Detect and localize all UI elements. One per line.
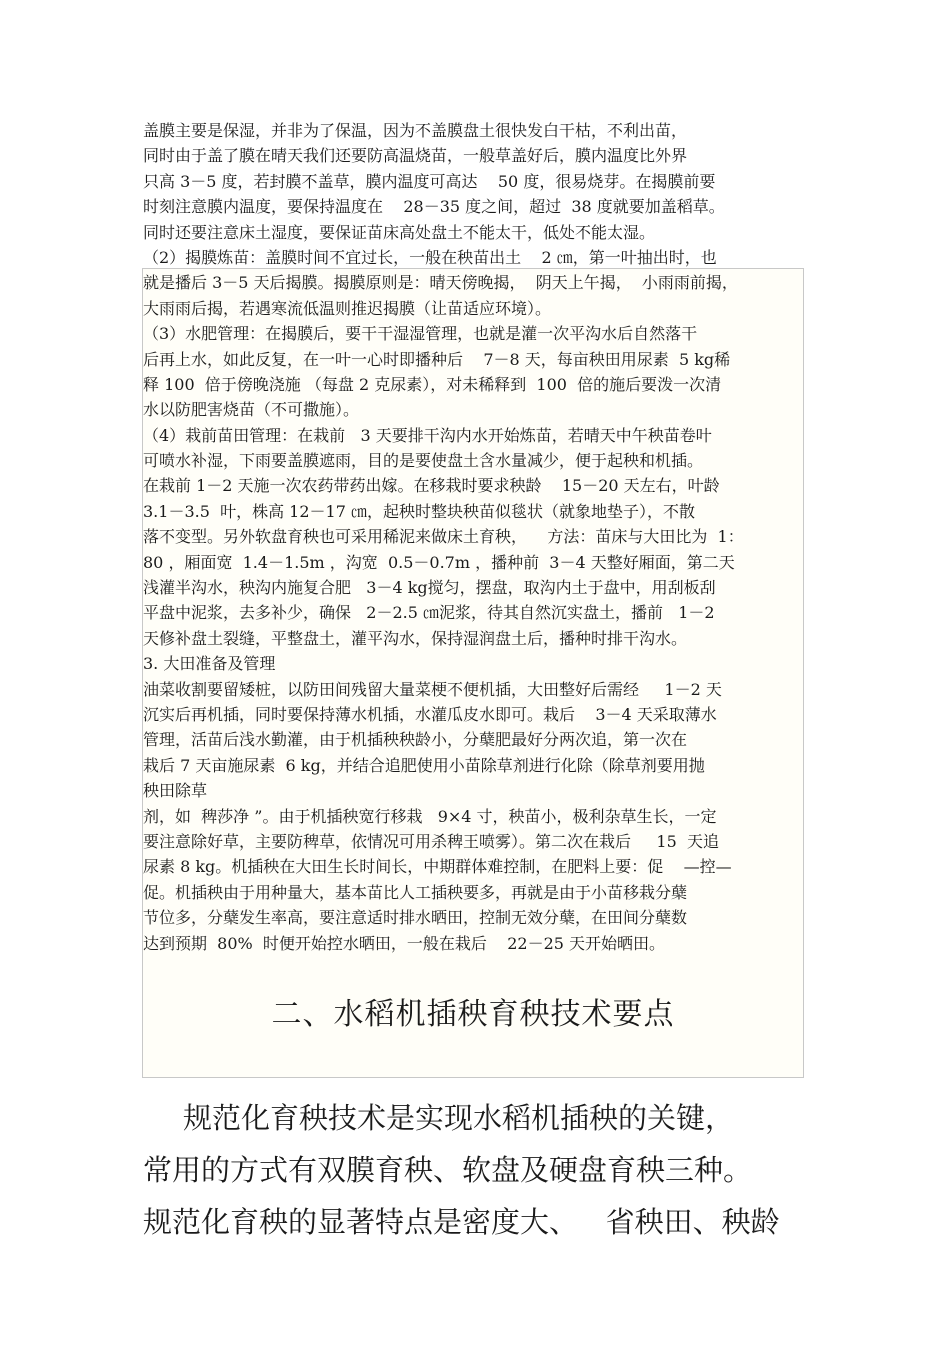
text-line: 释 100 倍于傍晚浇施 （每盘 2 克尿素），对未稀释到 100 倍的施后要泼一次清 <box>143 374 722 394</box>
large-text-line: 常用的方式有双膜育秧、软盘及硬盘育秧三种。 <box>143 1153 753 1187</box>
text-line: 促。机插秧由于用种量大，基本苗比人工插秧要多，再就是由于小苗移栽分蘖 <box>143 882 688 902</box>
text-line: 平盘中泥浆，去多补少，确保 2－2.5 ㎝泥浆，待其自然沉实盘土，播前 1－2 <box>143 603 715 623</box>
text-line: 要注意除好草，主要防稗草，依情况可用杀稗王喷雾）。第二次在栽后 15 天追 <box>143 831 719 851</box>
large-text-line: 规范化育秧技术是实现水稻机插秧的关键， <box>183 1101 735 1135</box>
text-line: 节位多，分蘖发生率高，要注意适时排水晒田，控制无效分蘖，在田间分蘖数 <box>143 908 688 928</box>
text-line: 水以防肥害烧苗（不可撒施）。 <box>143 400 360 420</box>
text-line: （3）水肥管理：在揭膜后，要干干湿湿管理，也就是灌一次平沟水后自然落干 <box>143 324 698 344</box>
text-line: 同时还要注意床土湿度，要保证苗床高处盘土不能太干，低处不能太湿。 <box>143 222 656 242</box>
text-line: 大雨雨后揭，若遇寒流低温则推迟揭膜（让苗适应环境）。 <box>143 298 552 318</box>
text-line: 尿素 8 kg。机插秧在大田生长时间长，中期群体难控制，在肥料上要：促 —控— <box>143 857 732 877</box>
text-line: 栽后 7 天亩施尿素 6 kg，并结合追肥使用小苗除草剂进行化除（除草剂要用抛 <box>143 755 705 775</box>
text-line: （4）栽前苗田管理：在栽前 3 天要排干沟内水开始炼苗，若晴天中午秧苗卷叶 <box>143 425 712 445</box>
section-heading: 二、水稻机插秧育秧技术要点 <box>271 997 675 1032</box>
text-line: 盖膜主要是保湿，并非为了保温，因为不盖膜盘土很快发白干枯，不利出苗， <box>143 121 688 140</box>
text-line: 剂，如 稗莎净 ”。由于机插秧宽行移栽 9×4 寸，秧苗小，极利杂草生长，一定 <box>143 806 717 826</box>
text-line: 落不变型。另外软盘育秧也可采用稀泥来做床土育秧， 方法：苗床与大田比为 1： <box>143 527 744 547</box>
text-line: （2）揭膜炼苗：盖膜时间不宜过长，一般在秧苗出土 2 ㎝，第一叶抽出时，也 <box>143 247 717 267</box>
text-line: 在栽前 1－2 天施一次农药带药出嫁。在移栽时要求秧龄 15－20 天左右，叶龄 <box>143 476 720 496</box>
body-text <box>143 118 808 956</box>
text-line: 同时由于盖了膜在晴天我们还要防高温烧苗，一般草盖好后，膜内温度比外界 <box>143 146 688 166</box>
text-line: 秧田除草 <box>143 781 208 801</box>
text-line: 油菜收割要留矮桩，以防田间残留大量菜梗不便机插，大田整好后需经 1－2 天 <box>143 679 722 699</box>
large-text-line: 规范化育秧的显著特点是密度大、 省秧田、秧龄 <box>143 1205 780 1239</box>
text-line: 3.1－3.5 叶，株高 12－17 ㎝，起秧时整块秧苗似毯状（就象地垫子），不散 <box>143 501 695 521</box>
text-line: 可喷水补湿，下雨要盖膜遮雨，目的是要使盘土含水量减少，便于起秧和机插。 <box>143 451 704 471</box>
text-line: 80 ，厢面宽 1.4－1.5m ，沟宽 0.5－0.7m ，播种前 3－4 天整好厢面，第二天 <box>143 552 735 572</box>
text-line: 浅灌半沟水，秧沟内施复合肥 3－4 kg搅匀，摆盘，取沟内土于盘中，用刮板刮 <box>143 578 716 598</box>
text-line: 天修补盘土裂缝，平整盘土，灌平沟水，保持湿润盘土后，播种时排干沟水。 <box>143 628 688 648</box>
text-line: 就是播后 3－5 天后揭膜。揭膜原则是：晴天傍晚揭， 阴天上午揭， 小雨雨前揭， <box>143 273 738 293</box>
large-body-text <box>143 1092 823 1248</box>
text-line: 时刻注意膜内温度，要保持温度在 28－35 度之间，超过 38 度就要加盖稻草。 <box>143 197 725 217</box>
text-line: 管理，活苗后浅水勤灌，由于机插秧秧龄小，分蘖肥最好分两次追，第一次在 <box>143 730 688 750</box>
text-line: 后再上水，如此反复，在一叶一心时即播种后 7－8 天，每亩秧田用尿素 5 kg稀 <box>143 349 731 369</box>
text-line: 沉实后再机插，同时要保持薄水机插，水灌瓜皮水即可。栽后 3－4 天采取薄水 <box>143 704 717 724</box>
text-line: 3. 大田准备及管理 <box>143 654 276 674</box>
text-line: 达到预期 80% 时便开始控水晒田，一般在栽后 22－25 天开始晒田。 <box>143 933 666 953</box>
text-line: 只高 3－5 度，若封膜不盖草，膜内温度可高达 50 度，很易烧芽。在揭膜前要 <box>143 171 716 191</box>
